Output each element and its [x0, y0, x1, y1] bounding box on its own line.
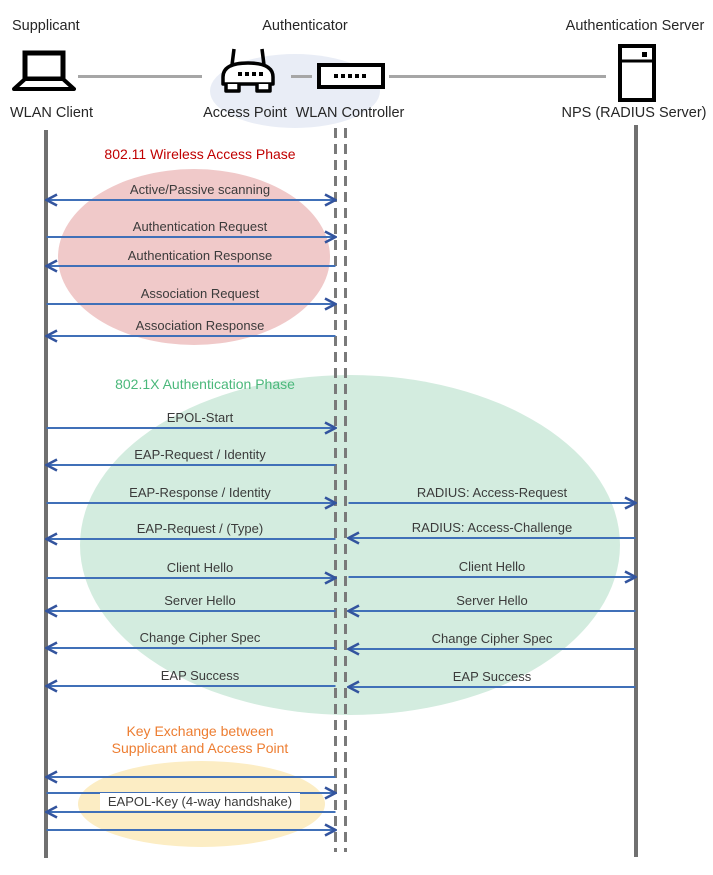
message-label-text: Authentication Request: [132, 219, 268, 234]
message-label: [45, 794, 355, 810]
message-label-text: EPOL-Start: [166, 410, 234, 425]
connector-ap-controller: [291, 75, 312, 78]
message-label-text: Active/Passive scanning: [129, 182, 271, 197]
message-label: [45, 410, 355, 426]
message-label: [45, 248, 355, 264]
message-label: [45, 286, 355, 302]
message-label: [347, 520, 637, 536]
message-label-text: Association Response: [135, 318, 265, 333]
message-label-text: EAP Success: [452, 669, 532, 684]
phase3-title-line2: Supplicant and Access Point: [111, 740, 289, 756]
supplicant-role-label: Supplicant: [12, 18, 80, 34]
message-label: [45, 485, 355, 501]
message-label-text: Change Cipher Spec: [431, 631, 553, 646]
phase3-title: [45, 723, 355, 757]
phase2-title: 802.1X Authentication Phase: [115, 376, 295, 392]
access-point-label: Access Point: [203, 105, 287, 121]
message-label: [45, 593, 355, 609]
laptop-icon: [12, 50, 76, 92]
message-label: [45, 182, 355, 198]
message-label: [45, 219, 355, 235]
message-label-text: EAPOL-Key (4-way handshake): [100, 793, 300, 810]
authentication-server-role-label: Authentication Server: [565, 18, 705, 34]
message-label: [45, 318, 355, 334]
server-icon: [617, 44, 657, 102]
message-label: [347, 559, 637, 575]
message-label: [45, 668, 355, 684]
message-label: [347, 669, 637, 685]
message-label-text: Change Cipher Spec: [139, 630, 261, 645]
connector-client-ap: [78, 75, 202, 78]
wlan-client-label: WLAN Client: [10, 105, 93, 121]
phase3-title-line1: Key Exchange between: [126, 723, 274, 739]
message-label: [45, 447, 355, 463]
message-label: [347, 593, 637, 609]
message-label-text: EAP-Request / (Type): [136, 521, 264, 536]
message-label: [347, 485, 637, 501]
message-label-text: Server Hello: [456, 593, 528, 608]
connector-controller-server: [389, 75, 606, 78]
phase1-title: 802.11 Wireless Access Phase: [104, 146, 296, 162]
wlan-controller-icon: [317, 63, 385, 89]
message-label-text: Server Hello: [164, 593, 236, 608]
message-label: [45, 560, 355, 576]
message-label-text: EAP-Request / Identity: [134, 447, 266, 462]
message-label-text: RADIUS: Access-Request: [416, 485, 568, 500]
authenticator-role-label: Authenticator: [262, 18, 348, 34]
access-point-icon: [219, 47, 277, 95]
message-label-text: EAP-Response / Identity: [129, 485, 271, 500]
nps-radius-server-label: NPS (RADIUS Server): [561, 105, 707, 121]
message-label: [347, 631, 637, 647]
message-label-text: Association Request: [140, 286, 260, 301]
message-label-text: EAP Success: [160, 668, 240, 683]
message-arrow-unlabeled: [45, 821, 337, 844]
message-label-text: Authentication Response: [127, 248, 273, 263]
message-label: [45, 521, 355, 537]
wlan-controller-label: WLAN Controller: [295, 105, 405, 121]
message-label-text: Client Hello: [458, 559, 526, 574]
message-label: [45, 630, 355, 646]
message-label-text: RADIUS: Access-Challenge: [411, 520, 573, 535]
message-label-text: Client Hello: [166, 560, 234, 575]
